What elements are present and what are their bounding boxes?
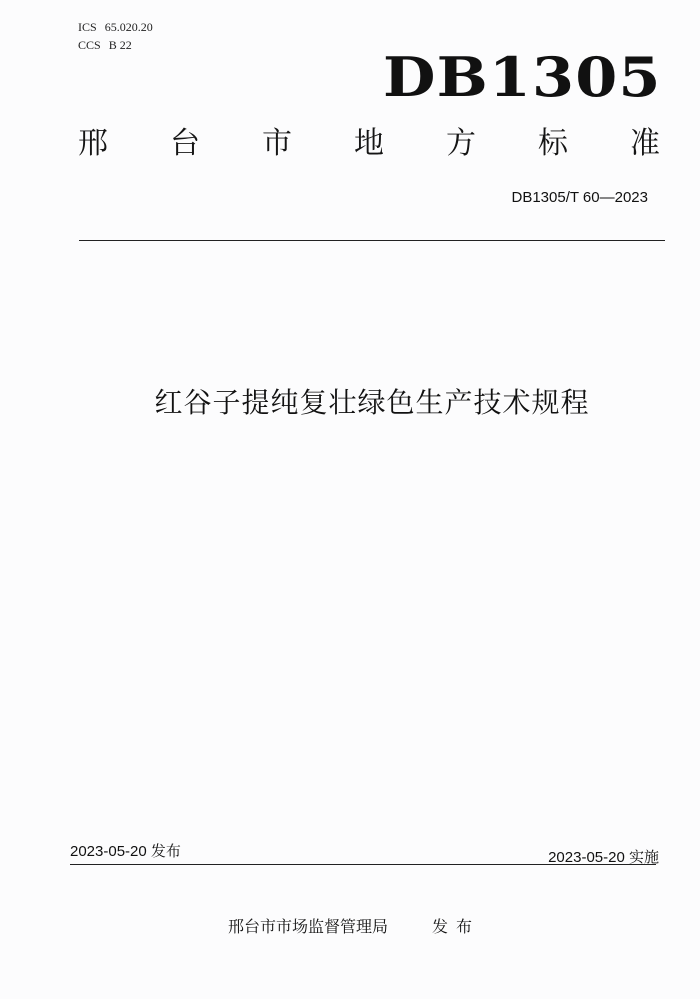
footer-divider <box>70 864 656 865</box>
standard-type-char: 市 <box>262 126 292 161</box>
standard-type-title <box>0 122 700 166</box>
standard-type-char: 标 <box>538 126 568 161</box>
standard-type-char: 方 <box>446 126 476 161</box>
ics-label: ICS <box>78 20 97 34</box>
ccs-line <box>78 38 132 53</box>
standard-type-char: 台 <box>170 126 200 161</box>
ccs-label: CCS <box>78 38 101 52</box>
header-divider <box>79 240 665 241</box>
standard-code: DB1305/T 60—2023 <box>511 189 648 206</box>
standard-type-char: 准 <box>630 126 660 161</box>
document-title-text: 红谷子提纯复壮绿色生产技术规程 <box>154 386 590 419</box>
ccs-value: B 22 <box>108 38 132 52</box>
publish-word: 发布 <box>432 917 481 936</box>
ics-value: 65.020.20 <box>104 20 153 34</box>
document-title <box>0 381 700 421</box>
standard-type-char: 地 <box>354 126 384 161</box>
issue-date: 2023-05-20 发布 <box>70 843 181 860</box>
db-logo: DB1305 <box>383 45 662 109</box>
ics-line <box>78 20 153 35</box>
standard-type-char: 邢 <box>78 126 108 161</box>
publisher: 邢台市市场监督管理局 <box>228 917 389 936</box>
implementation-date: 2023-05-20 实施 <box>548 849 659 866</box>
